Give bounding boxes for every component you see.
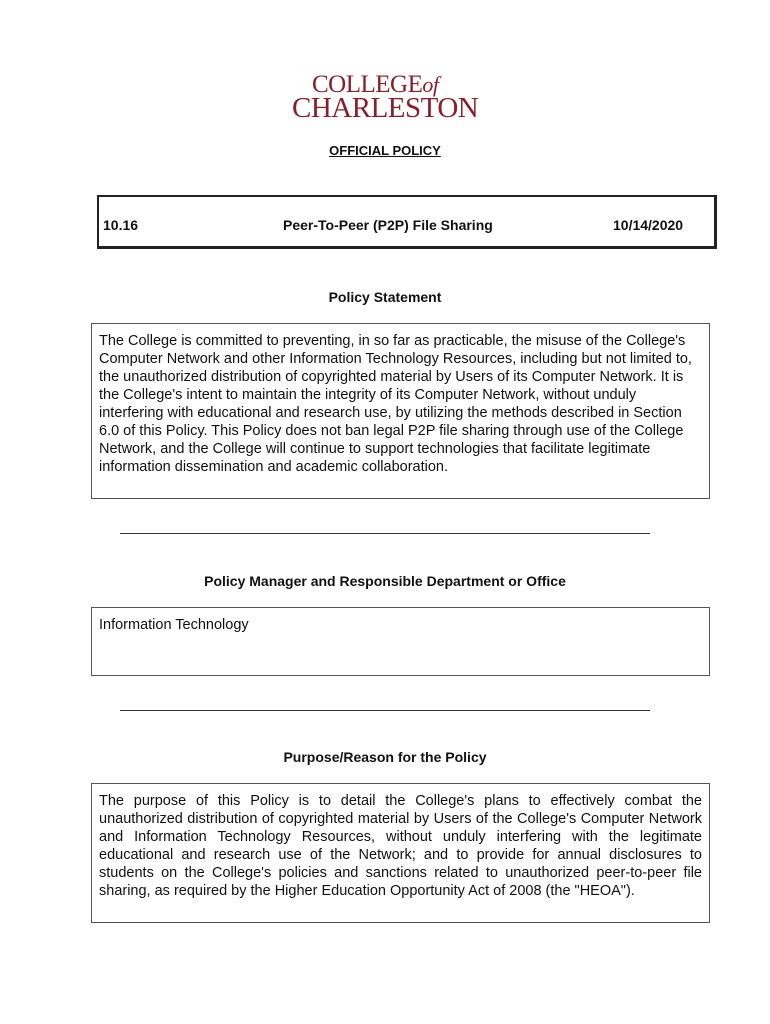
policy-title: Peer-To-Peer (P2P) File Sharing (283, 217, 493, 233)
policy-header-box (97, 195, 717, 249)
policy-statement-title: Policy Statement (328, 289, 442, 305)
logo-line-2: CHARLESTON (292, 92, 479, 124)
official-policy-heading: OFFICIAL POLICY (329, 143, 441, 158)
policy-date: 10/14/2020 (613, 217, 684, 233)
college-logo (292, 71, 482, 124)
divider (120, 710, 650, 711)
purpose-title: Purpose/Reason for the Policy (283, 749, 487, 765)
logo-line-1: COLLEGEof (312, 71, 439, 98)
divider (120, 533, 650, 534)
policy-statement-text: The College is committed to preventing, in so far as practicable, the misuse of the College's Computer Network and other Information Technology Resources, including but not limited to, the unauthorized distribution of copyrighted material by Users of its Computer Network. It is the College's intent to maintain the integrity of its Computer Network, without unduly interfering with educational and research use, by utilizing the methods described in Section 6.0 of this Policy. This Policy does not ban legal P2P file sharing through use of the College Network, and the College will continue to support technologies that facilitate legitimate information dissemination and academic collaboration. (91, 323, 710, 499)
policy-manager-text: Information Technology (91, 607, 710, 676)
policy-manager-title: Policy Manager and Responsible Department or Office (204, 573, 566, 589)
policy-number: 10.16 (103, 217, 139, 233)
logo-of: of (422, 72, 439, 97)
purpose-text: The purpose of this Policy is to detail the College's plans to effectively combat the unauthorized distribution of copyrighted material by Users of the College's Computer Network and Information Technology Resources, without unduly interfering with the legitimate educational and research use of the Network; and to provide for annual disclosures to students on the College's policies and sanctions related to unauthorized peer-to-peer file sharing, as required by the Higher Education Opportunity Act of 2008 (the "HEOA"). (91, 783, 710, 923)
